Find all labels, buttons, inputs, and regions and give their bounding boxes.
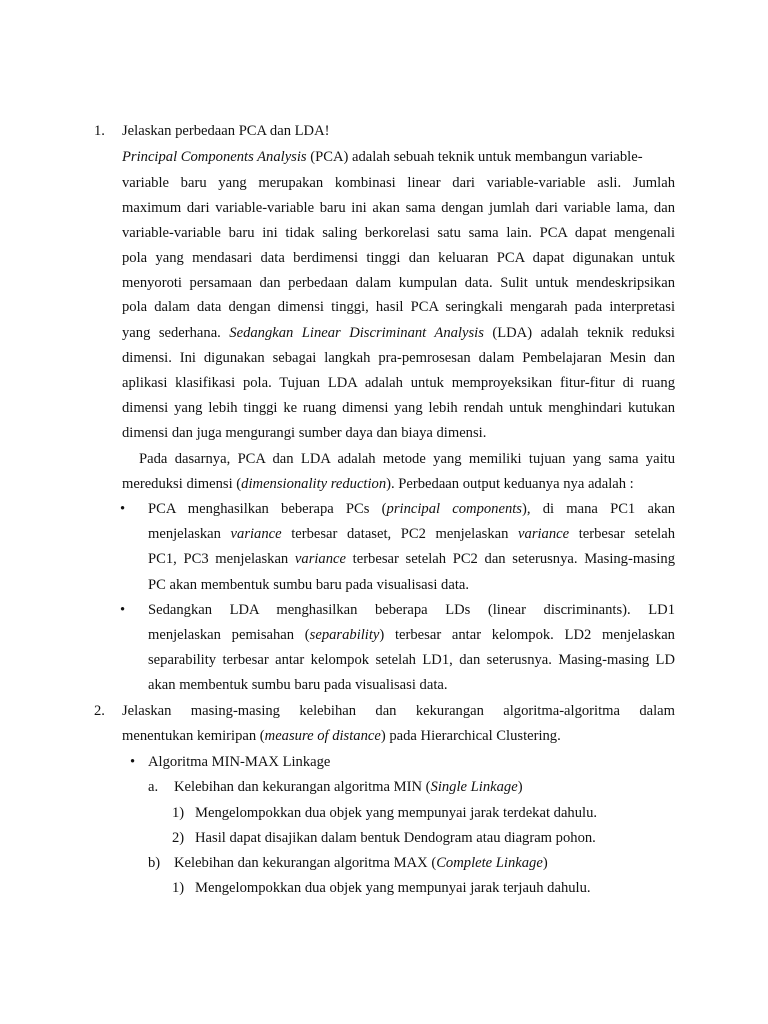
q2-a-item-2-marker: 2) — [172, 830, 185, 846]
q1-bullet-1-line-3: PC1, PC3 menjelaskan variance terbesar setelah PC2 dan seterusnya. Masing-masing — [148, 551, 675, 567]
term-pca: Principal Components Analysis — [122, 149, 307, 165]
q2-a-item-2-text: Hasil dapat disajikan dalam bentuk Dendogram atau diagram pohon. — [195, 830, 596, 846]
q1-p1-line-3: maximum dari variable-variable baru ini akan sama dengan jumlah dari variable lama, dan — [122, 200, 675, 216]
q1-bullet-2-line-2: menjelaskan pemisahan (separability) terbesar antar kelompok. LD2 menjelaskan — [148, 627, 675, 643]
q1-number: 1. — [94, 123, 105, 139]
q2-bullet-text: Algoritma MIN-MAX Linkage — [148, 754, 331, 770]
q1-p1-line-9: dimensi. Ini digunakan sebagai langkah pra-pemrosesan dalam Pembelajaran Mesin dan — [122, 350, 675, 366]
q2-sub-a-marker: a. — [148, 779, 159, 795]
q1-p1-line-11: dimensi yang lebih tinggi ke ruang dimensi yang lebih rendah untuk menghindari kutukan — [122, 400, 675, 416]
q1-p1-line-2: variable baru yang merupakan kombinasi linear dari variable-variable asli. Jumlah — [122, 175, 675, 191]
q2-sub-b-text: Kelebihan dan kekurangan algoritma MAX (Complete Linkage) — [174, 855, 548, 871]
q1-title: Jelaskan perbedaan PCA dan LDA! — [122, 123, 330, 139]
q2-number: 2. — [94, 703, 105, 719]
q2-a-item-1-marker: 1) — [172, 805, 185, 821]
q2-sub-a-text: Kelebihan dan kekurangan algoritma MIN (Single Linkage) — [174, 779, 523, 795]
q2-line-1: Jelaskan masing-masing kelebihan dan kekurangan algoritma-algoritma dalam — [122, 703, 675, 719]
q1-bullet-1-line-4: PC akan membentuk sumbu baru pada visualisasi data. — [148, 577, 469, 593]
q2-a-item-1-text: Mengelompokkan dua objek yang mempunyai jarak terdekat dahulu. — [195, 805, 598, 821]
q2-bullet-marker: • — [130, 754, 136, 770]
q1-p1-line-6: menyoroti persamaan dan perbedaan dalam kumpulan data. Sulit untuk mendeskripsikan — [122, 275, 675, 291]
q2-b-item-1-text: Mengelompokkan dua objek yang mempunyai jarak terjauh dahulu. — [195, 880, 591, 896]
q1-p1-line-7: pola dalam data dengan dimensi tinggi, hasil PCA seringkali mengarah pada interpretasi — [122, 299, 675, 315]
q1-bullet-2-marker: • — [120, 602, 126, 618]
q1-p1-line-4: variable-variable baru ini tidak saling berkorelasi satu sama lain. PCA dapat mengenali — [122, 225, 675, 241]
q1-p1-line-5: pola yang mendasari data berdimensi tinggi dan keluaran PCA dapat digunakan untuk — [122, 250, 675, 266]
q1-bullet-2-line-3: separability terbesar antar kelompok setelah LD1, dan seterusnya. Masing-masing LD — [148, 652, 675, 668]
q1-bullet-1-line-2: menjelaskan variance terbesar dataset, PC2 menjelaskan variance terbesar setelah — [148, 526, 675, 542]
q1-p1-line-8: yang sederhana. Sedangkan Linear Discriminant Analysis (LDA) adalah teknik reduksi — [122, 325, 675, 341]
q1-p1-line-12: dimensi dan juga mengurangi sumber daya dan biaya dimensi. — [122, 425, 487, 441]
q1-bullet-1-marker: • — [120, 501, 126, 517]
q1-bullet-2-line-1: Sedangkan LDA menghasilkan beberapa LDs (linear discriminants). LD1 — [148, 602, 675, 618]
q1-p1-line-10: aplikasi klasifikasi pola. Tujuan LDA adalah untuk memproyeksikan fitur-fitur di ruang — [122, 375, 675, 391]
q2-b-item-1-marker: 1) — [172, 880, 185, 896]
q1-p1-line-1: Principal Components Analysis (PCA) adalah sebuah teknik untuk membangun variable- — [122, 149, 643, 165]
q2-line-2: menentukan kemiripan (measure of distance) pada Hierarchical Clustering. — [122, 728, 561, 744]
q1-p2-line-1: Pada dasarnya, PCA dan LDA adalah metode yang memiliki tujuan yang sama yaitu — [139, 451, 675, 467]
term-lda: Sedangkan Linear Discriminant Analysis — [229, 325, 484, 341]
q1-p2-line-2: mereduksi dimensi (dimensionality reduction). Perbedaan output keduanya nya adalah : — [122, 476, 634, 492]
q1-bullet-1-line-1: PCA menghasilkan beberapa PCs (principal components), di mana PC1 akan — [148, 501, 675, 517]
q1-bullet-2-line-4: akan membentuk sumbu baru pada visualisasi data. — [148, 677, 448, 693]
q2-sub-b-marker: b) — [148, 855, 161, 871]
